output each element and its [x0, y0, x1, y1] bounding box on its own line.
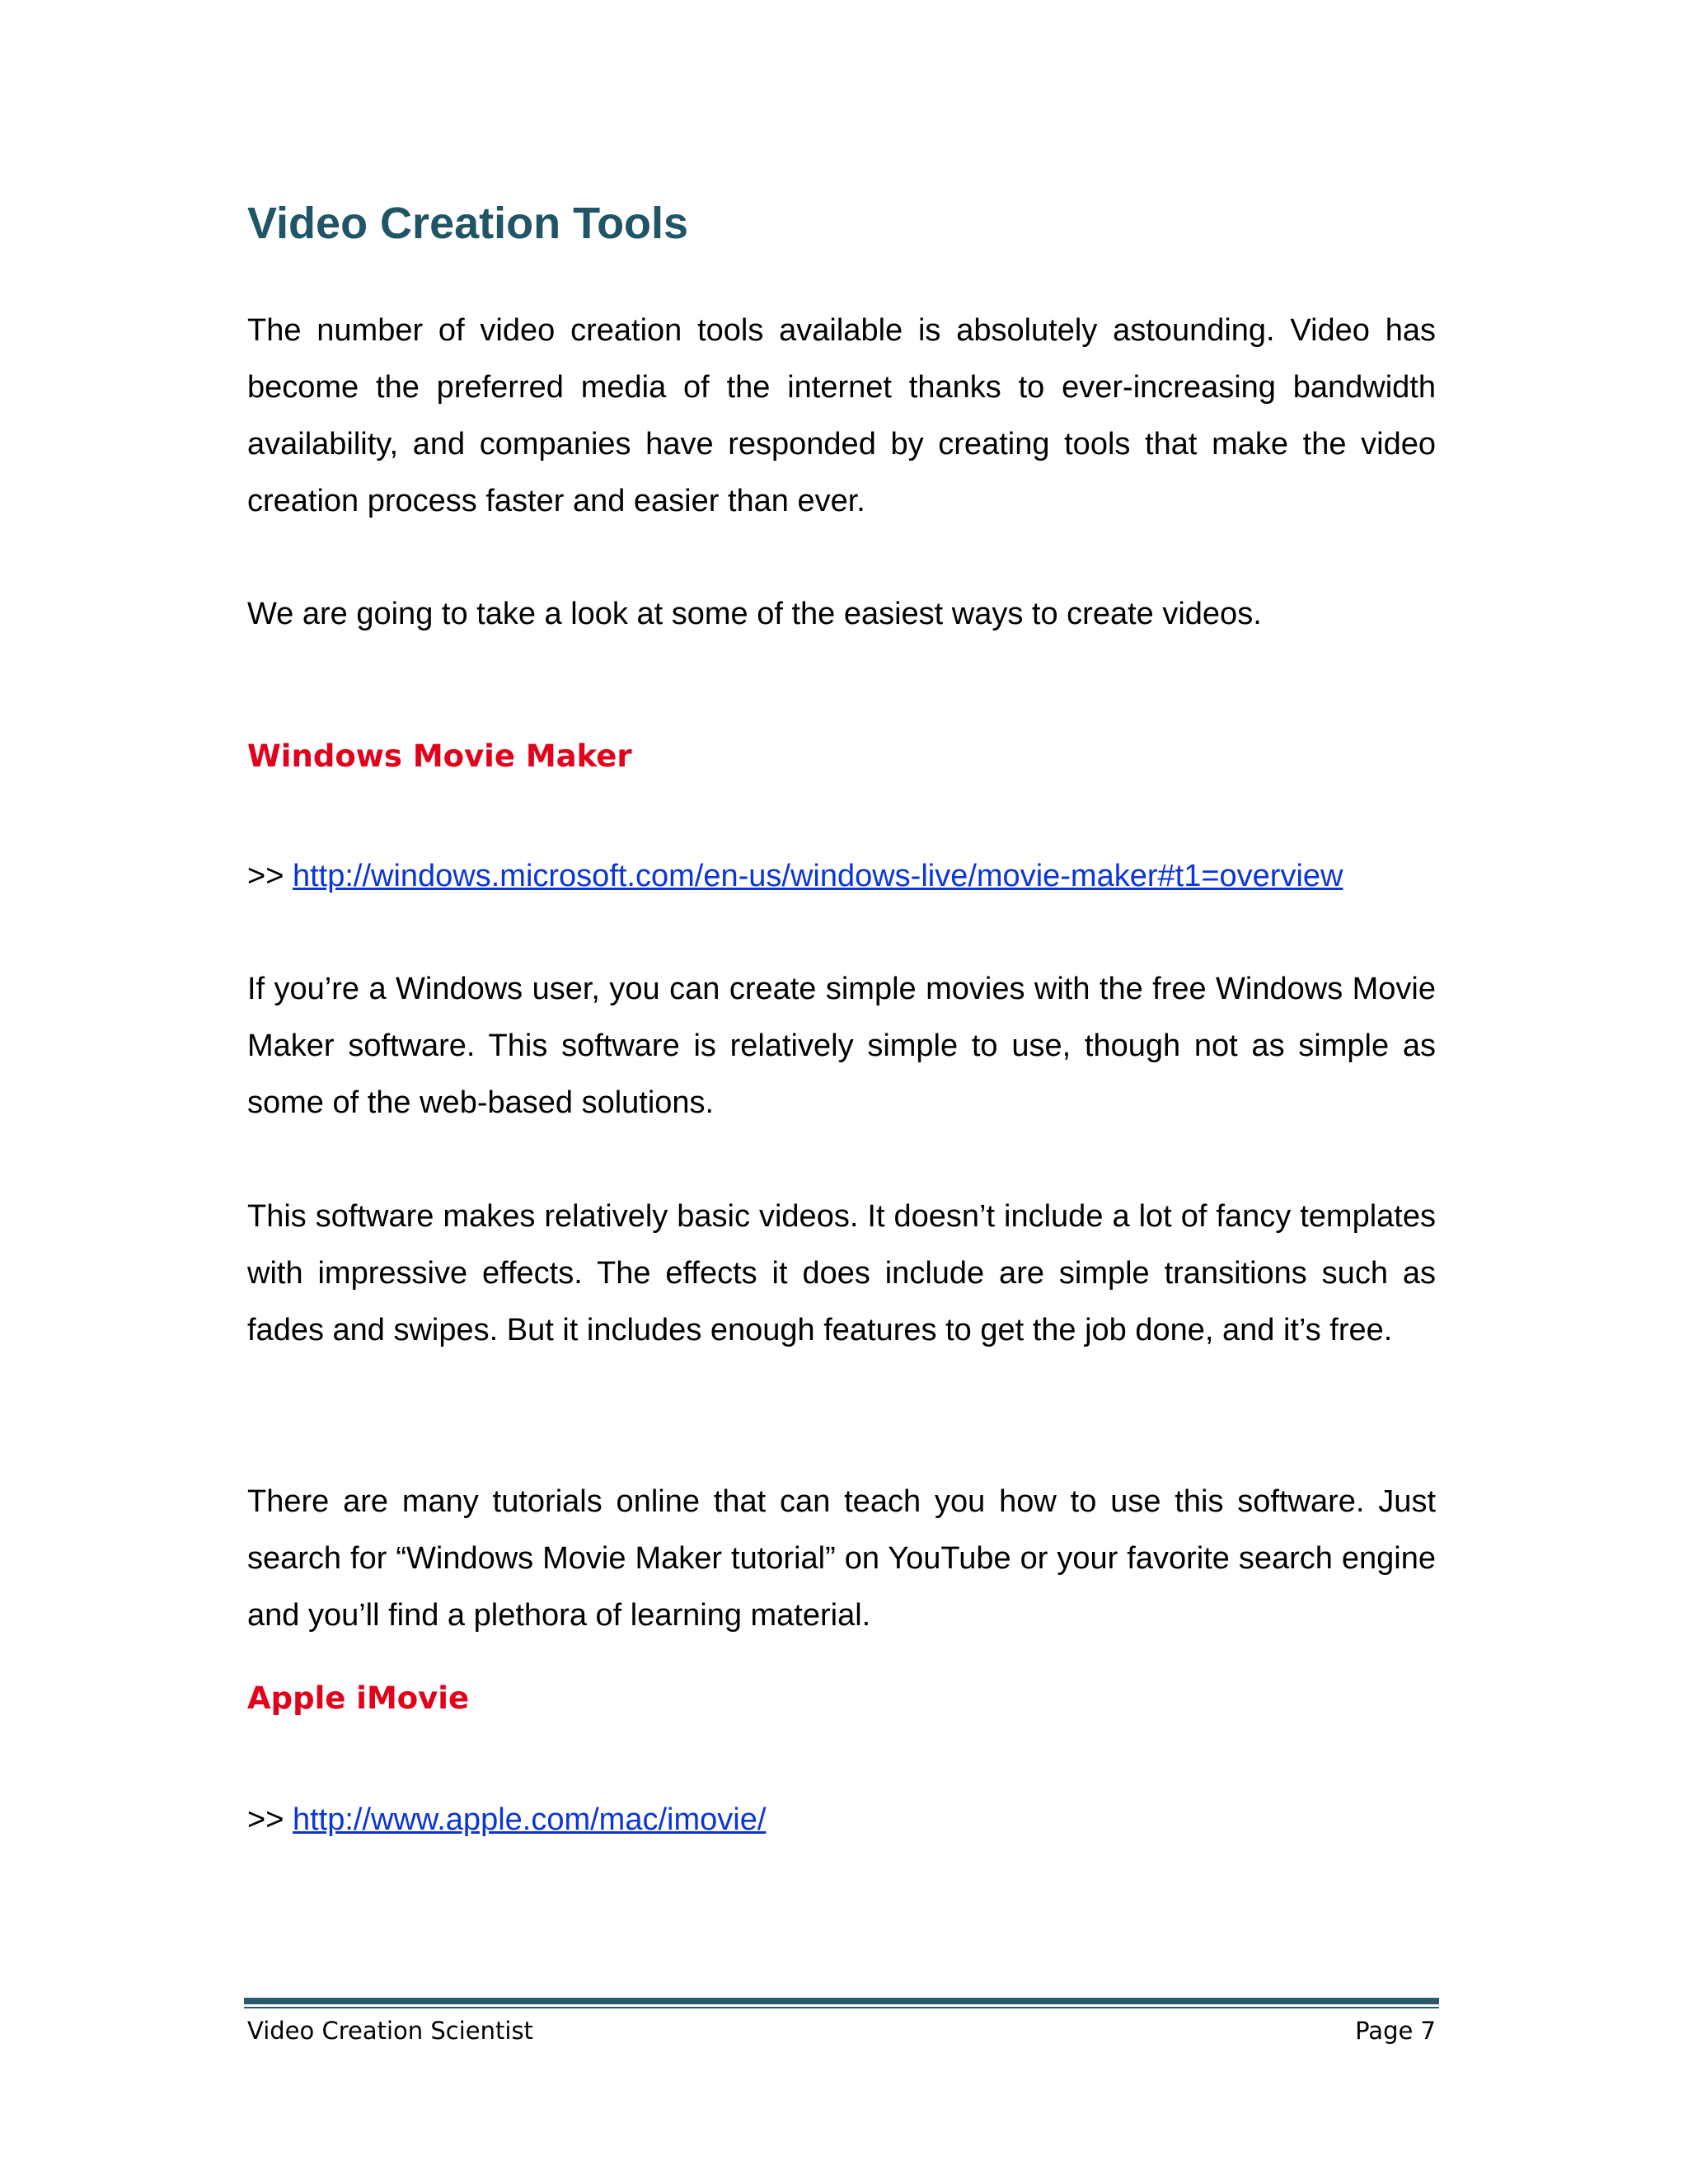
footer-divider-thin — [244, 2007, 1439, 2008]
windows-paragraph-1: If you’re a Windows user, you can create simple movies with the free Windows Movie Maker software. This software is relatively simple to use, though not as simple as some of the web-based solutions. — [247, 972, 1436, 1120]
page-footer — [247, 2014, 1436, 2047]
page-title: Video Creation Tools — [247, 199, 689, 248]
windows-paragraph-3: There are many tutorials online that can teach you how to use this software. Just search for “Windows Movie Maker tutorial” on YouTube or your favorite search engine and you’ll find a plethora of learning material. — [247, 1484, 1436, 1633]
intro-paragraph: The number of video creation tools available is absolutely astounding. Video has become the preferred media of the internet thanks to ever-increasing bandwidth availability, and companies have responded by creating tools that make the video creation process faster and easier than ever. — [247, 313, 1436, 518]
section-heading-apple-imovie: Apple iMovie — [247, 1680, 470, 1716]
windows-paragraph-2: This software makes relatively basic videos. It doesn’t include a lot of fancy templates with impressive effects. The effects it does include are simple transitions such as fades and swipes. But it includes enough features to get the job done, and it’s free. — [247, 1199, 1436, 1347]
link-prefix: >> — [247, 1802, 293, 1837]
windows-movie-maker-link[interactable]: http://windows.microsoft.com/en-us/windows-live/movie-maker#t1=overview — [292, 859, 1343, 893]
link-prefix: >> — [247, 859, 293, 893]
apple-link-line — [247, 1799, 766, 1840]
windows-paragraph-3-block — [247, 1474, 1436, 1644]
footer-divider-thick — [244, 1998, 1439, 2004]
lookahead-paragraph: We are going to take a look at some of the easiest ways to create videos. — [247, 597, 1262, 631]
section-heading-windows-movie-maker: Windows Movie Maker — [247, 738, 632, 774]
windows-paragraph-2-block — [247, 1188, 1436, 1359]
lookahead-paragraph-block — [247, 586, 1436, 643]
apple-imovie-link[interactable]: http://www.apple.com/mac/imovie/ — [292, 1802, 767, 1837]
footer-document-title: Video Creation Scientist — [247, 2017, 533, 2045]
footer-page-number: Page 7 — [1355, 2017, 1436, 2045]
intro-paragraph-block — [247, 302, 1436, 530]
windows-link-line — [247, 855, 1343, 897]
windows-paragraph-1-block — [247, 961, 1436, 1132]
